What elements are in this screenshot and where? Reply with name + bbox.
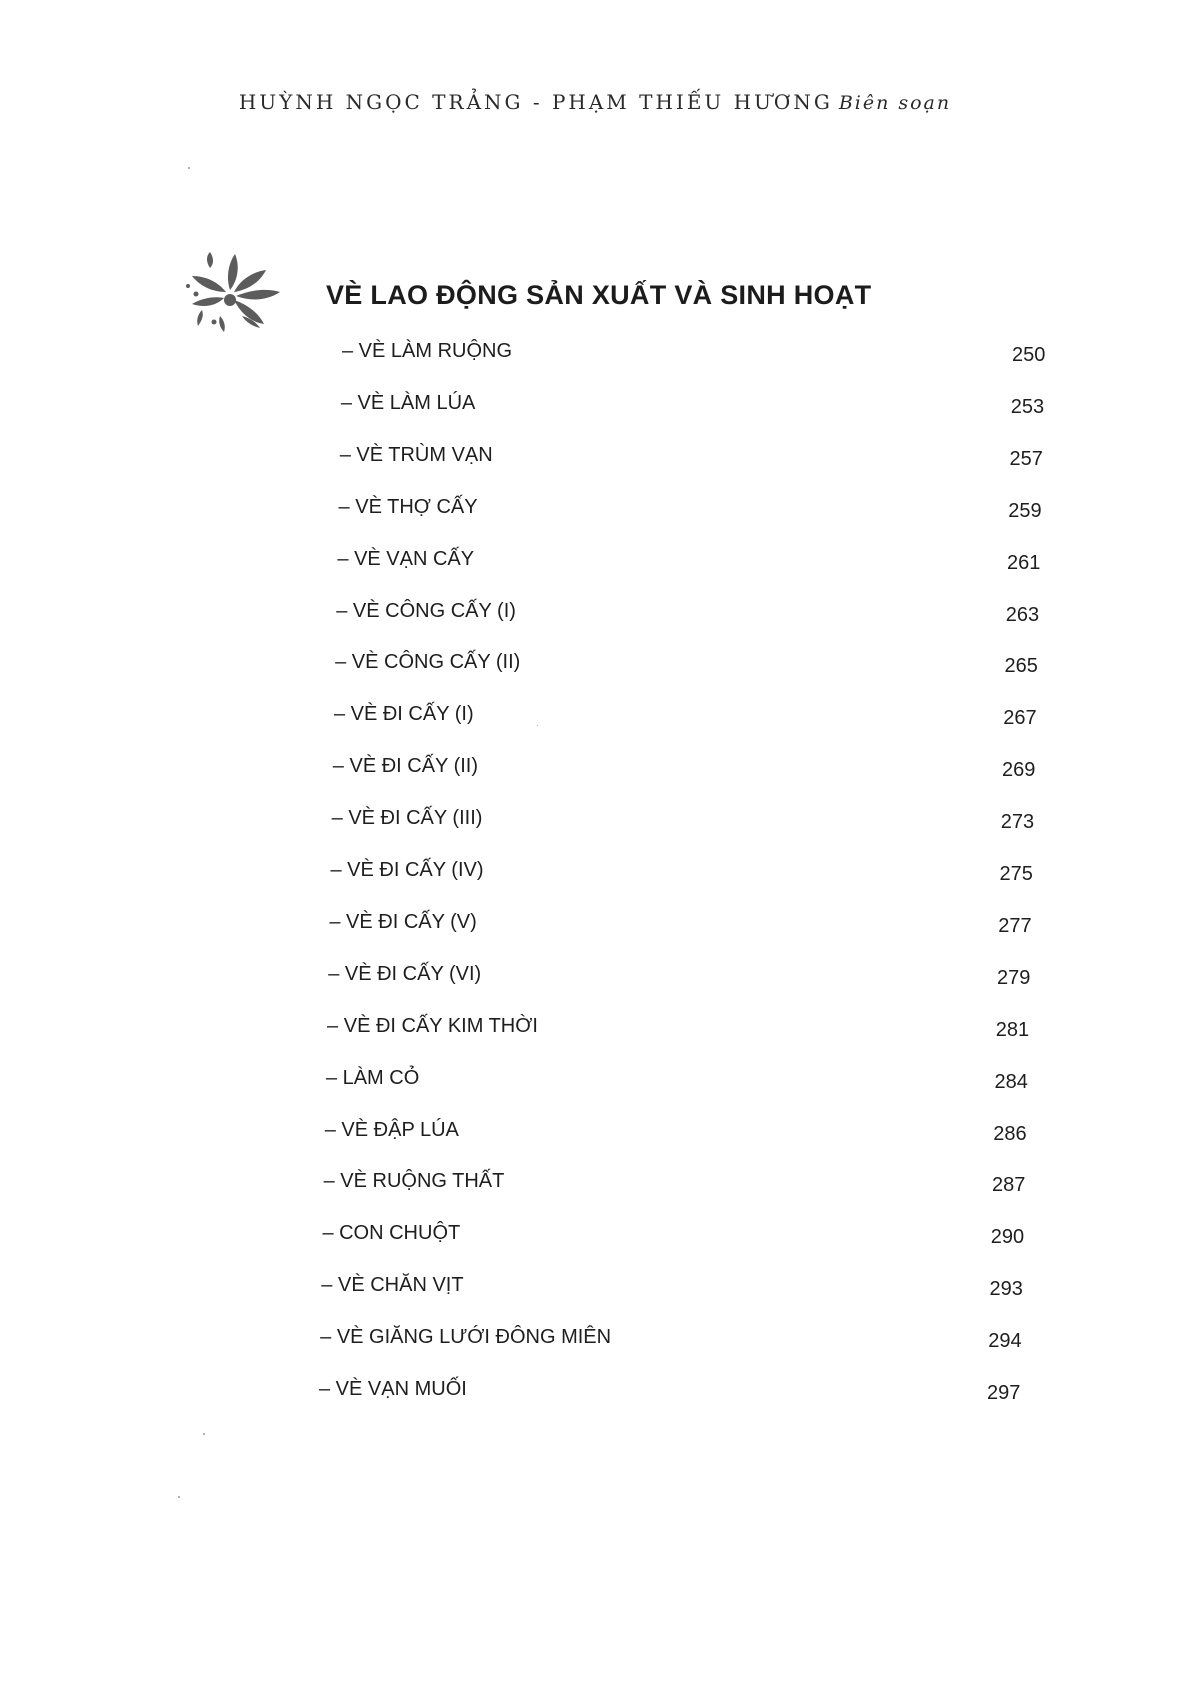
toc-entry[interactable] (0, 911, 1190, 941)
toc-entry[interactable] (0, 1170, 1190, 1200)
scan-speck (188, 167, 190, 169)
toc-entry-title: – VÈ LÀM RUỘNG (342, 340, 513, 362)
toc-entry-page-number: 293 (989, 1278, 1023, 1301)
toc-entry[interactable] (0, 1274, 1190, 1304)
toc-entry-title: – VÈ VẠN CẤY (337, 547, 475, 570)
scan-speck (537, 725, 538, 726)
toc-entry-title: – VÈ ĐI CẤY (V) (329, 910, 477, 933)
toc-entry-page-number: 294 (988, 1330, 1022, 1353)
toc-entry-page-number: 297 (987, 1382, 1021, 1404)
toc-entry[interactable] (0, 859, 1190, 889)
toc-entry-page-number: 284 (994, 1070, 1028, 1093)
toc-entry[interactable] (0, 651, 1190, 681)
toc-entry[interactable] (0, 1015, 1190, 1045)
toc-entry-title: – VÈ CÔNG CẤY (I) (336, 599, 516, 622)
toc-entry-title: – VÈ ĐI CẤY KIM THỜI (327, 1014, 538, 1037)
toc-entry[interactable] (0, 1119, 1190, 1149)
toc-entry-page-number: 275 (999, 863, 1033, 885)
section-title: VÈ LAO ĐỘNG SẢN XUẤT VÀ SINH HOẠT (326, 280, 872, 310)
toc-entry[interactable] (0, 1326, 1190, 1356)
toc-entry-page-number: 287 (992, 1174, 1026, 1197)
toc-entry-page-number: 286 (993, 1122, 1027, 1145)
toc-entry[interactable] (0, 496, 1190, 526)
toc-entry-page-number: 250 (1012, 344, 1046, 366)
toc-entry-page-number: 273 (1000, 811, 1035, 834)
toc-entry-title: – CON CHUỘT (322, 1222, 461, 1245)
toc-entry-page-number: 257 (1009, 447, 1043, 470)
toc-entry[interactable] (0, 703, 1190, 733)
toc-entry-title: – VÈ CHĂN VỊT (321, 1274, 464, 1297)
toc-entry[interactable] (0, 1222, 1190, 1252)
toc-entry-title: – VÈ THỢ CẤY (338, 495, 478, 518)
toc-entry-title: – VÈ LÀM LÚA (340, 391, 476, 414)
toc-entry-page-number: 253 (1010, 395, 1045, 418)
toc-entry-title: – VÈ CÔNG CẤY (II) (335, 651, 521, 674)
toc-entry-title: – VÈ ĐI CẤY (IV) (330, 859, 484, 881)
toc-entry[interactable] (0, 548, 1190, 578)
toc-entry-title: – VÈ ĐI CẤY (I) (333, 703, 474, 726)
toc-entry-title: – VÈ ĐẬP LÚA (324, 1118, 459, 1141)
toc-entry-page-number: 265 (1004, 655, 1038, 678)
toc-entry-page-number: 261 (1007, 551, 1041, 574)
header-role: Biên soạn (838, 92, 952, 114)
header-authors: HUỲNH NGỌC TRẢNG - PHẠM THIẾU HƯƠNG (238, 90, 833, 114)
toc-entry[interactable] (0, 392, 1190, 422)
toc-entry-page-number: 279 (997, 966, 1031, 989)
scan-speck (178, 1496, 180, 1498)
toc-entry[interactable] (0, 1378, 1190, 1408)
toc-entry[interactable] (0, 340, 1190, 370)
toc-entry-title: – VÈ ĐI CẤY (VI) (328, 962, 482, 985)
toc-entry-title: – VÈ RUỘNG THẤT (323, 1170, 505, 1193)
toc-entry[interactable] (0, 755, 1190, 785)
toc-entry-page-number: 259 (1008, 499, 1042, 522)
toc-entry-page-number: 269 (1002, 759, 1036, 782)
toc-entry[interactable] (0, 807, 1190, 837)
toc-entry[interactable] (0, 600, 1190, 630)
toc-entry[interactable] (0, 444, 1190, 474)
toc-entry[interactable] (0, 1067, 1190, 1097)
toc-entry-page-number: 290 (990, 1226, 1025, 1249)
toc-entry-title: – VÈ ĐI CẤY (II) (332, 755, 479, 778)
toc-entry-page-number: 263 (1005, 603, 1040, 626)
toc-entry-title: – VÈ VẠN MUỐI (319, 1378, 467, 1400)
toc-entry-title: – LÀM CỎ (325, 1066, 420, 1089)
toc-entry-title: – VÈ TRÙM VẠN (339, 443, 493, 466)
toc-entry[interactable] (0, 963, 1190, 993)
scan-speck (203, 1433, 205, 1435)
toc-entry-title: – VÈ GIĂNG LƯỚI ĐÔNG MIÊN (320, 1326, 612, 1349)
toc-entry-title: – VÈ ĐI CẤY (III) (331, 807, 483, 830)
toc-entry-page-number: 281 (995, 1018, 1030, 1041)
toc-entry-page-number: 277 (998, 914, 1032, 937)
toc-entry-page-number: 267 (1003, 707, 1037, 730)
